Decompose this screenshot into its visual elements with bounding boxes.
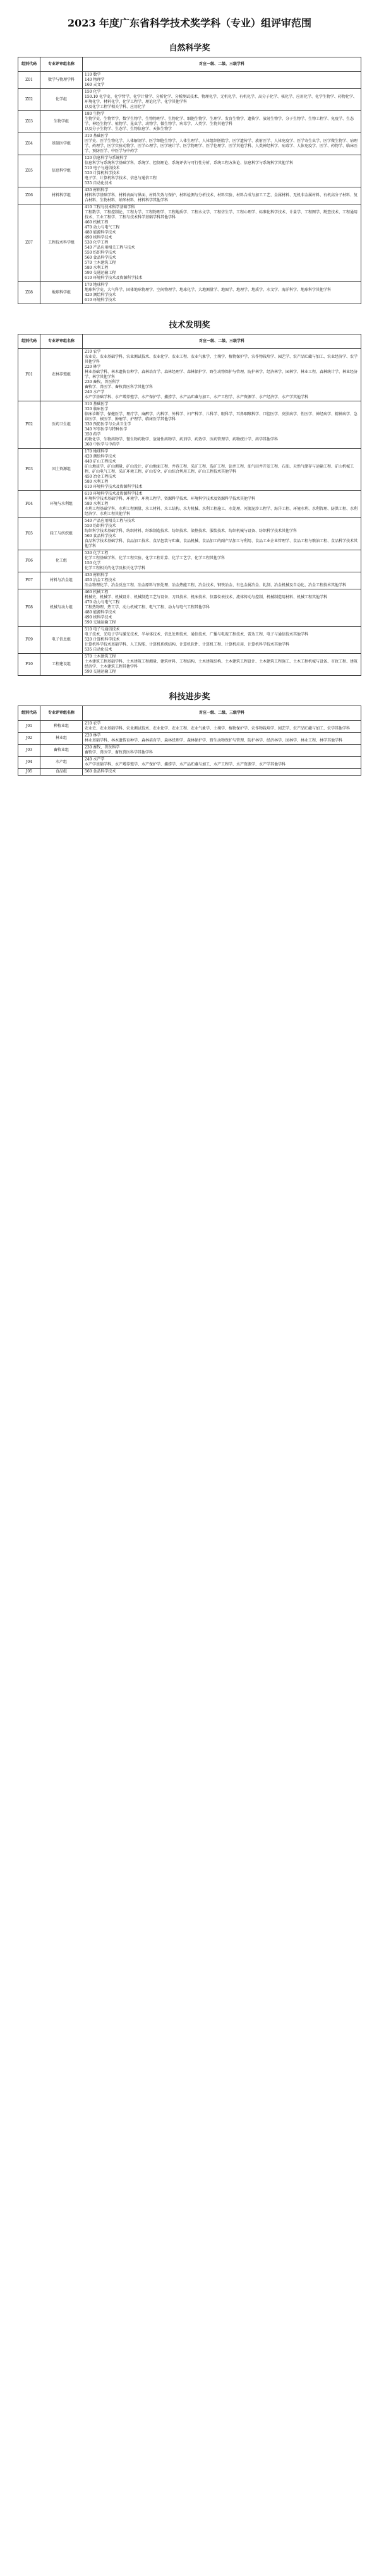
discipline-line: 560 食品科学技术 — [85, 769, 116, 774]
discipline-line: 电子学、计算机科学技术、信息与通信工程 — [85, 176, 157, 180]
discipline-line: 450 冶金工程技术 — [85, 578, 116, 582]
group-name: 农林养殖组 — [40, 349, 83, 401]
discipline-line: 530 化学工程 — [85, 240, 109, 245]
group-disciplines — [83, 155, 361, 187]
group-code: F05 — [18, 518, 40, 550]
discipline-line: 140 物理学 — [85, 78, 105, 82]
discipline-line: 畜牧学、兽医学、畜牧兽医科学其他学科 — [85, 750, 153, 755]
group-disciplines — [83, 627, 361, 654]
table-row — [18, 721, 361, 733]
header-name: 专业评审组名称 — [40, 334, 83, 349]
discipline-line: 土木建筑工程基础学科、土木建筑工程测量、建筑材料、工程结构、土木建筑结构、土木建筑工程设计、土木建筑工程施工、土木工程机械与设备、市政工程、建筑经济学、土木建筑工程其他学科 — [85, 659, 358, 669]
group-code: F07 — [18, 572, 40, 589]
table-row — [18, 572, 361, 589]
discipline-line: 临床诊断学、保健医学、理疗学、麻醉学、内科学、外科学、妇产科学、儿科学、眼科学、耳鼻咽喉科学、口腔医学、皮肤病学、性医学、神经病学、精神病学、急诊医学、核医学、肿瘤学、护理学、临床医学其他学科 — [85, 412, 358, 422]
group-name: 畜牧业组 — [40, 745, 83, 757]
discipline-line: 360 中医学与中药学 — [85, 442, 120, 447]
discipline-line: 160 天文学 — [85, 83, 105, 87]
group-name: 水产组 — [40, 757, 83, 769]
header-code: 组别代码 — [18, 706, 40, 721]
discipline-line: 生物学史、生物哲学、数学生物学、生物物理学、生物化学、细胞生物学、生理学、发育生物学、遗传学、放射生物学、分子生物学、生物工程学、免疫学、生态学、神经生物学、植物学、昆虫学、动物学、微生物学、病毒学、人类学、生物其他学科 — [85, 117, 354, 126]
table-row — [18, 518, 361, 550]
discipline-line: 570 土木建筑工程 — [85, 654, 116, 659]
discipline-line: 430 材料科学 — [85, 188, 109, 192]
group-code: J03 — [18, 745, 40, 757]
group-name: 材料与冶金组 — [40, 572, 83, 589]
discipline-line: 540 产品应用相关工程与技术 — [85, 519, 135, 523]
table-row — [18, 491, 361, 518]
table-row — [18, 282, 361, 304]
discipline-line: 170 地球科学 — [85, 449, 109, 454]
table-header-row — [18, 706, 361, 721]
discipline-line: 水产学基础学科、水产增养殖学、水产保护学、捕捞学、水产品贮藏与加工、水产工程学、水产资源学、水产学其他学科 — [85, 762, 286, 767]
table-row — [18, 627, 361, 654]
group-code: F01 — [18, 349, 40, 401]
discipline-line: 320 临床医学 — [85, 407, 109, 411]
group-code: J01 — [18, 721, 40, 733]
table-row — [18, 155, 361, 187]
discipline-line: 450 冶金工程技术 — [85, 475, 116, 479]
group-code: Z05 — [18, 155, 40, 187]
group-code: Z08 — [18, 282, 40, 304]
scope-table — [18, 334, 361, 676]
group-name: 环境与水利组 — [40, 491, 83, 518]
section-title: 自然科学奖 — [169, 44, 210, 53]
scope-table — [18, 706, 361, 776]
group-disciplines — [83, 589, 361, 627]
group-disciplines — [83, 282, 361, 304]
discipline-line: 420 测绘科学技术 — [85, 454, 116, 459]
discipline-line: 410 工程与技术科学基础学科 — [85, 205, 135, 210]
section-title: 技术发明奖 — [169, 321, 210, 330]
document-title: 2023 年度广东省科学技术奖学科（专业）组评审范围 — [67, 17, 312, 29]
header-disciplines: 对应一级、二级、三级学科 — [83, 57, 361, 72]
section-gap — [18, 304, 361, 318]
discipline-line: 林业基础学科、林木遗传育种学、森林培育学、森林经理学、森林保护学、野生动物保护与管理、防护林学、经济林学、园林学、林业工程、森林统计学、林业经济学、林学其他学科 — [85, 370, 358, 379]
discipline-line: 工程热物理、热工学、动力机械工程、电气工程、动力与电气工程其他学科 — [85, 605, 210, 610]
discipline-line: 食品科学技术基础学科、食品加工技术、食品包装与贮藏、食品机械、食品加工的副产品加工与利用、食品工业企业管理学、食品工程与粮油工程、食品科学技术其他学科 — [85, 539, 358, 548]
group-code: F08 — [18, 589, 40, 627]
discipline-line: 470 动力与电气工程 — [85, 225, 120, 230]
group-disciplines — [83, 187, 361, 204]
group-name: 机械与动力组 — [40, 589, 83, 627]
discipline-line: 480 能源科学技术 — [85, 230, 116, 235]
discipline-line: 580 水利工程 — [85, 480, 109, 484]
discipline-line: 冶金物理化学、冶金反应工程、冶金原料与预处理、冶金热能工程、冶金技术、钢铁冶金、有色金属冶金、轧制、冶金机械及自动化、冶金工程技术其他学科 — [85, 583, 347, 588]
table-row — [18, 550, 361, 572]
discipline-line: 550 纺织科学技术 — [85, 251, 116, 255]
group-name: 化学组 — [40, 89, 83, 111]
group-disciplines — [83, 721, 361, 733]
table-row — [18, 187, 361, 204]
discipline-line: 310 基础医学 — [85, 134, 109, 138]
table-row — [18, 401, 361, 449]
group-code: F03 — [18, 449, 40, 491]
discipline-line: 水利工程基础学科、水利工程测量、水工材料、水工结构、水力机械、水利工程施工、水处理、河流泥沙工程学、海洋工程、环境水利、水利管理、防洪工程、水利经济学、水利工程其他学科 — [85, 507, 358, 516]
group-disciplines — [83, 769, 361, 776]
discipline-line: 560 食品科学技术 — [85, 256, 116, 260]
table-row — [18, 349, 361, 401]
discipline-line: 农业史、农业基础学科、农业测试技术、农业化学、农业工程、农业气象学、土壤学、植物保护学、农作物栽培学、园艺学、农产品贮藏与加工、农业经济学、农学其他学科 — [85, 355, 358, 364]
discipline-line: 230 畜牧、兽医科学 — [85, 380, 120, 384]
group-code: Z01 — [18, 72, 40, 89]
group-code: F09 — [18, 627, 40, 654]
group-disciplines — [83, 204, 361, 282]
discipline-line: 350 药学 — [85, 432, 101, 437]
discipline-line: 240 水产学 — [85, 390, 105, 394]
discipline-line: 150.10 化学史、化学哲学、化学计量学、分析化学、分析测试技术、物理化学、无机化学、有机化学、高分子化学、核化学、应用化学、化学生物学、药物化学、环境化学、材料化学、化学工程学、理论化学、化学其他学科 — [85, 95, 357, 104]
discipline-line: 610 环境科学技术及资源科学技术 — [85, 492, 143, 496]
discipline-line: 550 纺织科学技术 — [85, 524, 116, 528]
group-code: Z06 — [18, 187, 40, 204]
group-disciplines — [83, 654, 361, 676]
group-disciplines — [83, 572, 361, 589]
discipline-line: 医学史、医学生物化学、人体解剖学、医学细胞生物学、人体生理学、人体组织胚胎学、医学遗传学、放射医学、人体免疫学、医学寄生虫学、医学微生物学、病理学、药理学、医学实验动物学、医学心理学、医学统计学、医学物理学、医学伦理学、医学其他学科、人类神经科学、病毒学、人体免疫学、医学、药物学、临床医学、预防医学、中医学与中药学 — [85, 139, 358, 153]
table-header-row — [18, 57, 361, 72]
table-row — [18, 589, 361, 627]
discipline-line: 510 电子与通信技术 — [85, 627, 120, 632]
group-name: 轻工与纺织组 — [40, 518, 83, 550]
group-code: J05 — [18, 769, 40, 776]
group-name: 工程技术科学组 — [40, 204, 83, 282]
group-code: Z02 — [18, 89, 40, 111]
group-name: 生物学组 — [40, 111, 83, 133]
discipline-line: 520 计算机科学技术 — [85, 171, 120, 175]
group-code: Z03 — [18, 111, 40, 133]
discipline-line: 460 机械工程 — [85, 220, 109, 225]
discipline-line: 150 化学 — [85, 90, 101, 94]
table-row — [18, 733, 361, 745]
group-code: F02 — [18, 401, 40, 449]
group-disciplines — [83, 111, 361, 133]
group-disciplines — [83, 733, 361, 745]
discipline-line: 220 林学 — [85, 365, 101, 369]
group-code: F10 — [18, 654, 40, 676]
document-page — [0, 0, 379, 776]
discipline-line: 环境科学技术基础学科、环境学、环境工程学、资源科学技术、环境科学技术及资源科学技术其他学科 — [85, 497, 256, 501]
discipline-line: 610 环境科学技术及资源科学技术 — [85, 276, 143, 280]
discipline-line: 110 数学 — [85, 73, 101, 77]
group-disciplines — [83, 89, 361, 111]
table-row — [18, 111, 361, 133]
discipline-line: 590 交通运输工程 — [85, 620, 116, 625]
discipline-line: 580 水利工程 — [85, 266, 109, 270]
group-name: 工程建设组 — [40, 654, 83, 676]
group-disciplines — [83, 133, 361, 155]
discipline-line: 535 自动化技术 — [85, 647, 112, 652]
discipline-line: 纺织科学技术基础学科、纺织材料、纤维制造技术、纺织技术、染整技术、服装技术、纺织机械与设备、纺织科学技术其他学科 — [85, 529, 298, 533]
discipline-line: 535 自动化技术 — [85, 181, 112, 186]
group-code: Z07 — [18, 204, 40, 282]
table-row — [18, 133, 361, 155]
discipline-line: 水产学基础学科、水产增养殖学、水产保护学、捕捞学、水产品贮藏与加工、水产工程学、水产资源学、水产经济学、水产学其他学科 — [85, 395, 309, 399]
group-disciplines — [83, 518, 361, 550]
group-code: J04 — [18, 757, 40, 769]
discipline-line: 520 计算机科学技术 — [85, 637, 120, 642]
table-row — [18, 745, 361, 757]
group-name: 地球科学组 — [40, 282, 83, 304]
discipline-line: 510 电子与通信技术 — [85, 166, 120, 170]
group-code: Z04 — [18, 133, 40, 155]
table-row — [18, 449, 361, 491]
group-name: 基础医学组 — [40, 133, 83, 155]
discipline-line: 信息科学与系统科学基础学科、系统学、控制理论、系统评估与可行性分析、系统工程方法论、信息科学与系统科学其他学科 — [85, 161, 294, 165]
discipline-line: 以及分子生物学、生态学、生物信息学、天体生物学 — [85, 127, 172, 131]
discipline-line: 药物化学、生物药物学、微生物药物学、放射性药物学、药剂学、药效学、医药管理学、药物统计学、药学其他学科 — [85, 437, 279, 442]
header-disciplines: 对应一级、二级、三级学科 — [83, 334, 361, 349]
group-code: F06 — [18, 550, 40, 572]
discipline-line: 340 军事医学与特种医学 — [85, 427, 128, 432]
table-row — [18, 769, 361, 776]
discipline-line: 480 能源科学技术 — [85, 610, 116, 615]
discipline-line: 430 材料科学 — [85, 573, 109, 577]
discipline-line: 490 核科学技术 — [85, 235, 112, 240]
discipline-line: 220 林学 — [85, 733, 101, 738]
discipline-line: 490 核科学技术 — [85, 615, 112, 620]
discipline-line: 农业史、农业基础学科、农业测试技术、农业化学、农业工程、农业气象学、土壤学、植物保护学、农作物栽培学、园艺学、农产品贮藏与加工、农学其他学科 — [85, 726, 351, 731]
discipline-line: 化学工程基础学科、化学工程实验、化学工程计算、化学工艺学、化学工程其他学科 — [85, 556, 226, 560]
discipline-line: 580 水利工程 — [85, 502, 109, 506]
header-name: 专业评审组名称 — [40, 57, 83, 72]
group-name: 医药卫生组 — [40, 401, 83, 449]
discipline-line: 610 环境科学技术及资源科学技术 — [85, 485, 143, 489]
group-name: 材料科学组 — [40, 187, 83, 204]
discipline-line: 地球科学史、大气科学、固体地球物理学、空间物理学、地球化学、大地测量学、地图学、地理学、地质学、水文学、海洋科学、地球科学其他学科 — [85, 288, 332, 292]
discipline-line: 120 信息科学与系统科学 — [85, 156, 128, 160]
group-code: F04 — [18, 491, 40, 518]
group-name: 种植业组 — [40, 721, 83, 733]
discipline-line: 150 化学 — [85, 561, 101, 565]
header-code: 组别代码 — [18, 57, 40, 72]
table-row — [18, 654, 361, 676]
discipline-line: 以及化学工程学相关学科、应用化学 — [85, 105, 146, 109]
discipline-line: 材料科学基础学科、材料表面与界面、材料失效与保护、材料检测与分析技术、材料实验、材料合成与加工工艺、金属材料、无机非金属材料、有机高分子材料、复合材料、生物材料、纳米材料、材料科学其他学科 — [85, 193, 358, 203]
group-disciplines — [83, 757, 361, 769]
table-row — [18, 72, 361, 89]
discipline-line: 590 交通运输工程 — [85, 670, 116, 674]
table-header-row — [18, 334, 361, 349]
discipline-line: 440 矿山工程技术 — [85, 459, 116, 464]
group-disciplines — [83, 491, 361, 518]
group-disciplines — [83, 401, 361, 449]
header-name: 专业评审组名称 — [40, 706, 83, 721]
group-disciplines — [83, 72, 361, 89]
section-gap — [18, 676, 361, 690]
group-name: 国土资源组 — [40, 449, 83, 491]
discipline-line: 530 化学工程 — [85, 551, 109, 555]
discipline-line: 180 生物学 — [85, 112, 105, 116]
discipline-line: 170 地球科学 — [85, 283, 109, 287]
table-row — [18, 204, 361, 282]
group-name: 食品组 — [40, 769, 83, 776]
group-name: 化工组 — [40, 550, 83, 572]
section-title: 科技进步奖 — [169, 692, 210, 702]
discipline-line: 工程数学、工程控制论、工程力学、工程物理学、工程地质学、工程水文学、工程仿生学、工程心理学、标准化科学技术、计量学、工程图学、勘查技术、工程通用技术、工业工程学、工程与技术科学基础学科其他学科 — [85, 210, 358, 220]
discipline-line: 330 预防医学与公共卫生学 — [85, 422, 131, 427]
scope-table — [18, 57, 361, 304]
group-disciplines — [83, 449, 361, 491]
table-row — [18, 757, 361, 769]
discipline-line: 机械史、机械学、机械设计、机械制造工艺与设备、刀具技术、机床技术、仪器仪表技术、流体传动与控制、机械制造用材料、机械工程其他学科 — [85, 595, 328, 600]
group-disciplines — [83, 745, 361, 757]
group-name: 电子信息组 — [40, 627, 83, 654]
discipline-line: 570 土木建筑工程 — [85, 261, 116, 265]
header-disciplines: 对应一级、二级、三级学科 — [83, 706, 361, 721]
discipline-line: 计算机科学技术基础学科、人工智能、计算机系统结构、计算机软件、计算机工程、计算机应用、计算机科学技术其他学科 — [85, 642, 290, 647]
discipline-line: 210 农学 — [85, 350, 101, 354]
sections-container — [18, 41, 361, 776]
discipline-line: 林业基础学科、林木遗传育种学、森林培育学、森林经理学、森林保护学、野生动物保护与管理、防护林学、经济林学、园林学、林业工程、林学其他学科 — [85, 738, 343, 743]
group-disciplines — [83, 349, 361, 401]
discipline-line: 电子技术、光电子学与激光技术、半导体技术、信息处理技术、通信技术、广播与电视工程技术、雷达工程、电子与通信技术其他学科 — [85, 632, 309, 637]
group-name: 数学与物理学科 — [40, 72, 83, 89]
group-code: J02 — [18, 733, 40, 745]
table-row — [18, 89, 361, 111]
discipline-line: 590 交通运输工程 — [85, 271, 116, 275]
group-disciplines — [83, 550, 361, 572]
discipline-line: 230 畜牧、兽医科学 — [85, 745, 120, 750]
discipline-line: 470 动力与电气工程 — [85, 600, 120, 605]
discipline-line: 化学工程相关的化学及相关化学学科 — [85, 566, 146, 570]
group-name: 林业组 — [40, 733, 83, 745]
discipline-line: 240 水产学 — [85, 757, 105, 762]
header-code: 组别代码 — [18, 334, 40, 349]
discipline-line: 矿山地质学、矿山测量、矿山设计、矿山地面工程、井巷工程、采矿工程、选矿工程、钻井工程、油气田井开发工程、石油、天然气储存与运输工程、矿山机械工程、矿山电气工程、采矿环境工程、矿山安全、矿山综合利用工程、矿山工程技术其他学科 — [85, 464, 354, 474]
discipline-line: 540 产品应用相关工程与技术 — [85, 245, 135, 250]
discipline-line: 420 测绘科学技术 — [85, 293, 116, 297]
discipline-line: 畜牧学、兽医学、畜牧兽医科学其他学科 — [85, 385, 153, 389]
discipline-line: 310 基础医学 — [85, 402, 109, 406]
group-name: 信息科学组 — [40, 155, 83, 187]
discipline-line: 560 食品科学技术 — [85, 534, 116, 538]
discipline-line: 210 农学 — [85, 721, 101, 726]
discipline-line: 610 环境科学技术 — [85, 298, 116, 302]
discipline-line: 460 机械工程 — [85, 590, 109, 594]
